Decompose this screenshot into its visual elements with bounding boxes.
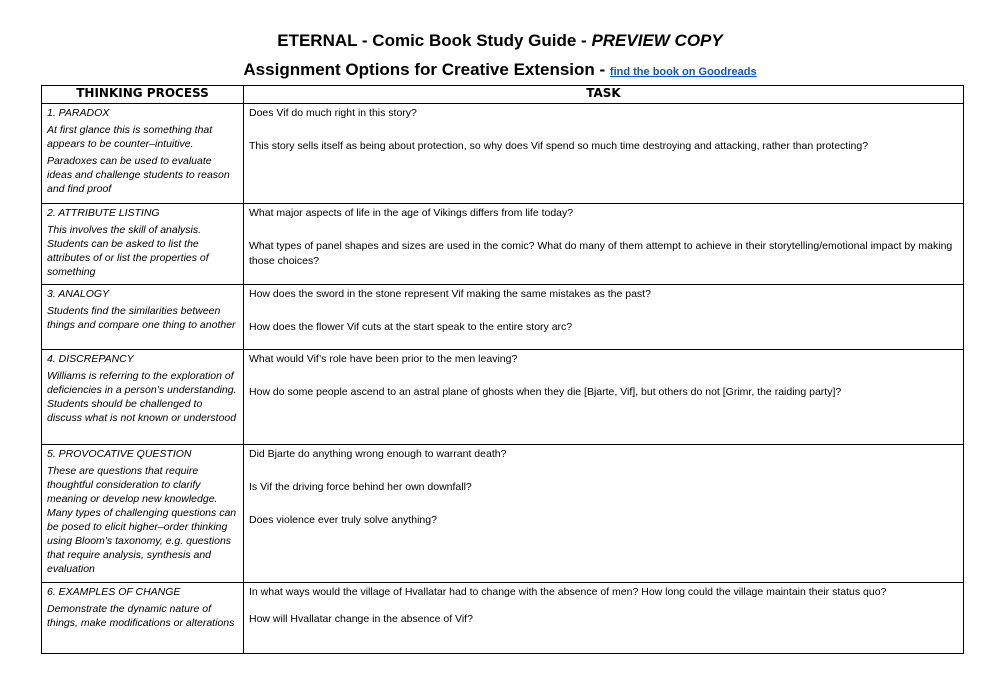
- process-title: 1. PARADOX: [47, 107, 110, 119]
- process-title: 5. PROVOCATIVE QUESTION: [47, 448, 192, 460]
- process-title: 3. ANALOGY: [47, 288, 110, 300]
- task-question: How does the sword in the stone represent Vif making the same mistakes as the past?: [249, 288, 651, 300]
- process-title: 6. EXAMPLES OF CHANGE: [47, 586, 181, 598]
- table-row: [42, 104, 964, 204]
- task-cell: [244, 204, 964, 285]
- table-row: [42, 445, 964, 583]
- process-cell: [42, 583, 244, 654]
- task-question: How will Hvallatar change in the absence of Vif?: [249, 613, 473, 625]
- process-title: 4. DISCREPANCY: [47, 353, 134, 365]
- task-question: What major aspects of life in the age of Vikings differs from life today?: [249, 207, 574, 219]
- process-desc: At first glance this is something that appears to be counter–intuitive.: [47, 124, 213, 150]
- process-cell: [42, 204, 244, 285]
- task-question: Does violence ever truly solve anything?: [249, 514, 437, 526]
- title-main: ETERNAL - Comic Book Study Guide -: [277, 31, 592, 50]
- task-question: In what ways would the village of Hvallatar had to change with the absence of men? How long could the village maintain their status quo?: [249, 586, 887, 598]
- subtitle-text: Assignment Options for Creative Extension -: [243, 60, 610, 79]
- process-desc: Williams is referring to the exploration of deficiencies in a person’s understanding. Students should be challenged to discuss what is not known or understood: [47, 370, 237, 424]
- process-cell: [42, 104, 244, 204]
- task-question: What would Vif’s role have been prior to the men leaving?: [249, 353, 518, 365]
- process-desc: This involves the skill of analysis. Students can be asked to list the attributes of or list the properties of something: [47, 224, 209, 278]
- process-cell: [42, 350, 244, 445]
- page-title: [0, 31, 1000, 51]
- task-question: What types of panel shapes and sizes are used in the comic? What do many of them attempt to achieve in their storytelling/emotional impact by making those choices?: [249, 240, 953, 267]
- title-emphasis: PREVIEW COPY: [591, 31, 723, 50]
- page-subtitle: [0, 60, 1000, 80]
- task-question: Does Vif do much right in this story?: [249, 107, 417, 119]
- process-title: 2. ATTRIBUTE LISTING: [47, 207, 160, 219]
- process-cell: [42, 445, 244, 583]
- task-question: How does the flower Vif cuts at the start speak to the entire story arc?: [249, 321, 573, 333]
- table-row: [42, 350, 964, 445]
- task-cell: [244, 445, 964, 583]
- table-row: [42, 583, 964, 654]
- task-cell: [244, 104, 964, 204]
- header-task: TASK: [244, 86, 964, 104]
- task-cell: [244, 285, 964, 350]
- task-question: Is Vif the driving force behind her own downfall?: [249, 481, 472, 493]
- table-row: [42, 285, 964, 350]
- goodreads-link[interactable]: find the book on Goodreads: [609, 66, 757, 78]
- task-question: How do some people ascend to an astral plane of ghosts when they die [Bjarte, Vif], but others do not [Grimr, the raiding party]?: [249, 386, 842, 398]
- process-cell: [42, 285, 244, 350]
- table-row: [42, 204, 964, 285]
- process-desc: Students find the similarities between things and compare one thing to another: [47, 305, 236, 331]
- task-question: This story sells itself as being about protection, so why does Vif spend so much time destroying and attacking, rather than protecting?: [249, 140, 869, 152]
- process-desc: Demonstrate the dynamic nature of things, make modifications or alterations: [47, 603, 235, 629]
- process-desc: Paradoxes can be used to evaluate ideas and challenge students to reason and find proof: [47, 155, 230, 195]
- task-question: Did Bjarte do anything wrong enough to warrant death?: [249, 448, 507, 460]
- header-thinking-process: THINKING PROCESS: [42, 86, 244, 104]
- assignment-table: [41, 85, 964, 654]
- process-desc: These are questions that require thoughtful consideration to clarify meaning or develop new knowledge. Many types of challenging questions can be posed to elicit higher–order thinking using Bloom’s taxonomy, e.g. questions that require analysis, synthesis and evaluation: [47, 465, 237, 575]
- table-header-row: [42, 86, 964, 104]
- task-cell: [244, 350, 964, 445]
- task-cell: [244, 583, 964, 654]
